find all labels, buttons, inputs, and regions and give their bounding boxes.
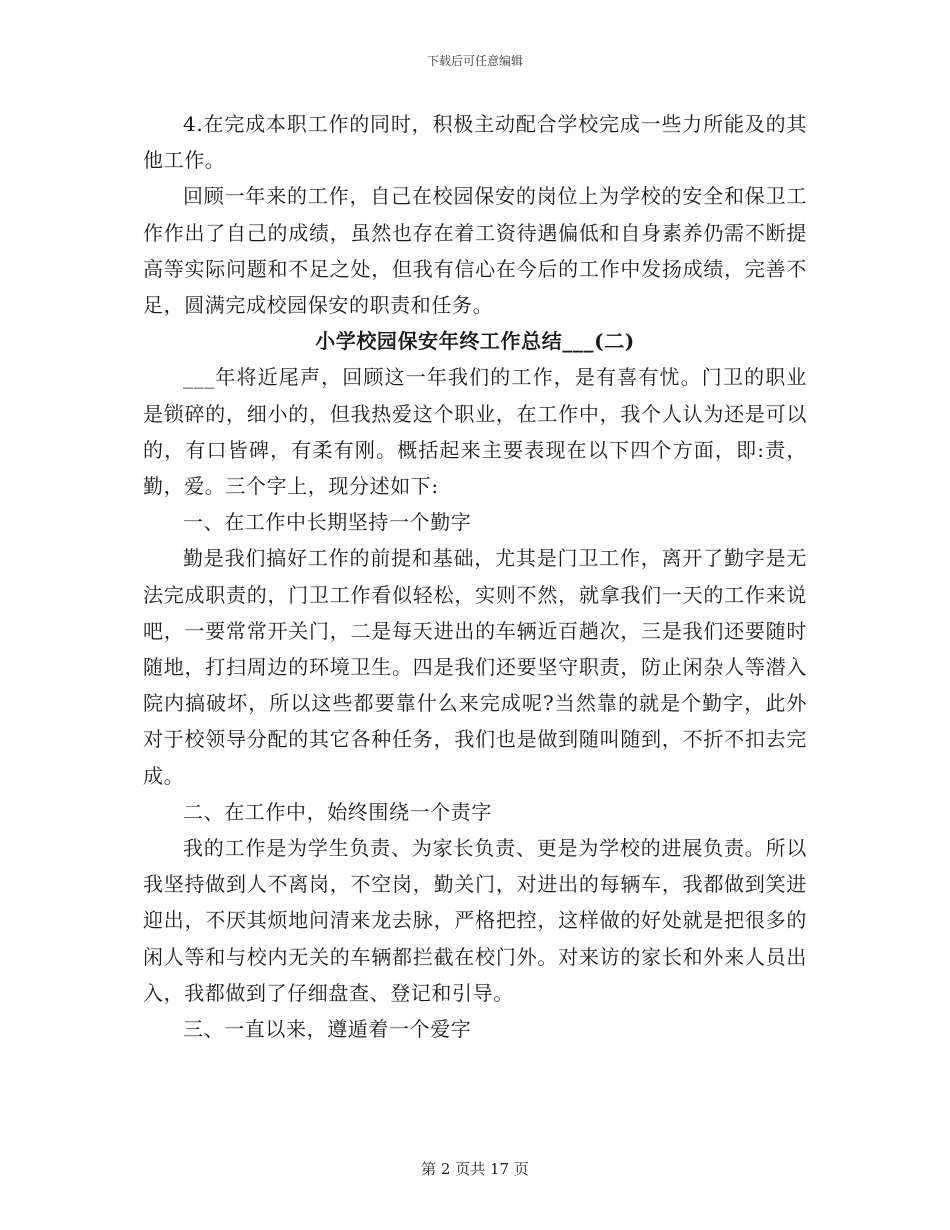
paragraph-intro: ___年将近尾声，回顾这一年我们的工作，是有喜有忧。门卫的职业是锁碎的，细小的，但我热爱这个职业，在工作中，我个人认为还是可以的，有口皆碑，有柔有刚。概括起来主要表现在以下四个方面，即:责，勤，爱。三个字上，现分述如下: xyxy=(143,365,807,499)
paragraph-review: 回顾一年来的工作，自己在校园保安的岗位上为学校的安全和保卫工作作出了自己的成绩，虽然也存在着工资待遇偏低和自身素养仍需不断提高等实际问题和不足之处，但我有信心在今后的工作中发扬成绩，完善不足，圆满完成校园保安的职责和任务。 xyxy=(143,184,807,318)
subheading-responsibility: 二、在工作中，始终围绕一个责字 xyxy=(183,799,492,824)
page-footer: 第 2 页共 17 页 xyxy=(421,1160,529,1178)
document-body xyxy=(143,106,807,1047)
subheading-love: 三、一直以来，遵遁着一个爱字 xyxy=(183,1017,472,1042)
page-header: 下载后可任意编辑 xyxy=(426,54,523,68)
section-title: 小学校园保安年终工作总结___(二) xyxy=(315,329,635,354)
paragraph-item-4: 4.在完成本职工作的同时，积极主动配合学校完成一些力所能及的其他工作。 xyxy=(143,112,807,173)
subheading-diligence: 一、在工作中长期坚持一个勤字 xyxy=(183,510,472,535)
paragraph-diligence: 勤是我们搞好工作的前提和基础，尤其是门卫工作，离开了勤字是无法完成职责的，门卫工作看似轻松，实则不然，就拿我们一天的工作来说吧，一要常常开关门，二是每天进出的车辆近百趟次，三是我们还要随时随地，打扫周边的环境卫生。四是我们还要坚守职责，防止闲杂人等潜入院内搞破坏，所以这些都要靠什么来完成呢?当然靠的就是个勤字，此外对于校领导分配的其它各种任务，我们也是做到随叫随到，不折不扣去完成。 xyxy=(143,546,807,788)
paragraph-responsibility: 我的工作是为学生负责、为家长负责、更是为学校的进展负责。所以我坚持做到人不离岗，不空岗，勤关门，对进出的每辆车，我都做到笑进迎出，不厌其烦地问清来龙去脉，严格把控，这样做的好处就是把很多的闲人等和与校内无关的车辆都拦截在校门外。对来访的家长和外来人员出入，我都做到了仔细盘查、登记和引导。 xyxy=(143,836,807,1005)
